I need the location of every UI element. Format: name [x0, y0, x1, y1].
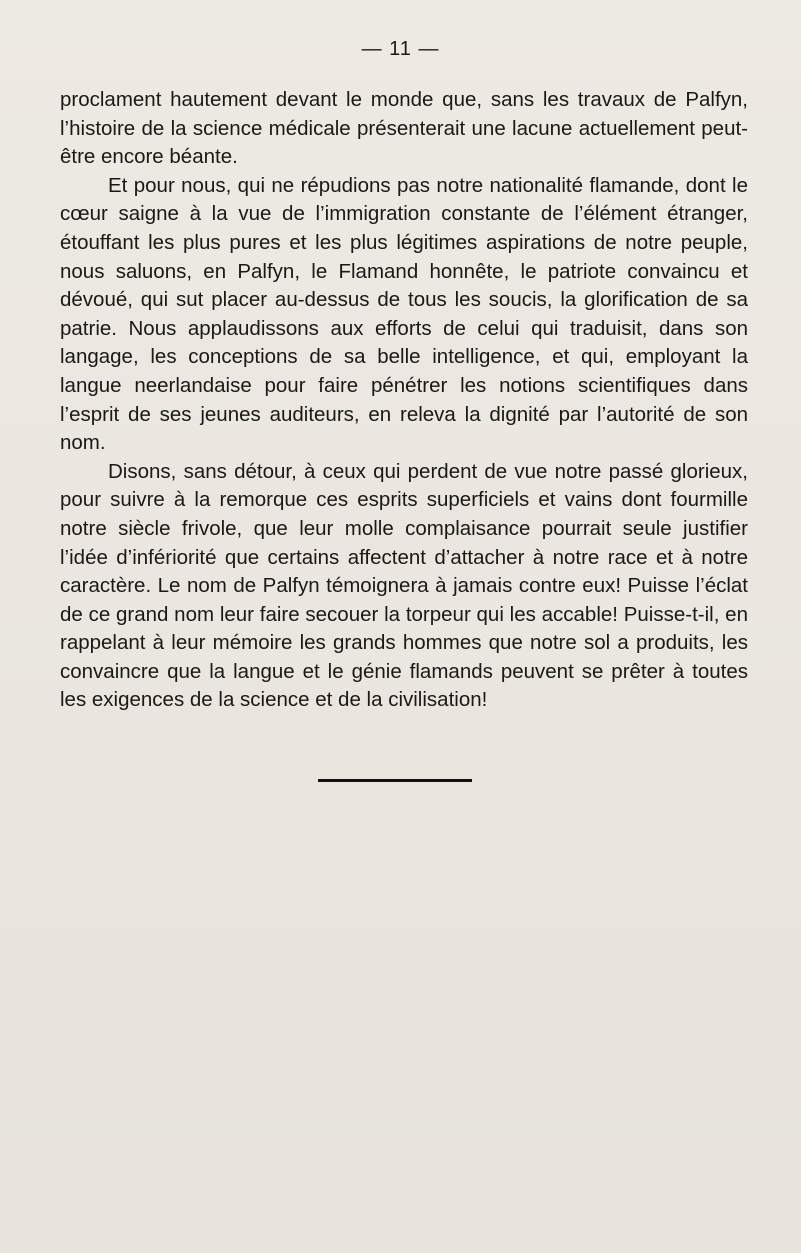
- page-number: — 11 —: [361, 38, 440, 60]
- closing-rule: [318, 779, 472, 782]
- paragraph-1: proclament hautement devant le monde que, sans les travaux de Palfyn, l’histoire de la science médicale présenterait une lacune actuellement peut-être encore béante.: [60, 88, 748, 169]
- paragraph-2: Et pour nous, qui ne répudions pas notre nationalité flamande, dont le cœur saigne à la vue de l’immigration constante de l’élément étranger, étouffant les plus pures et les plus légitimes aspirations de notre peuple, nous saluons, en Palfyn, le Flamand honnête, le patriote convaincu et dévoué, qui sut placer au-dessus de tous les soucis, la glorification de sa patrie. Nous applaudissons aux efforts de celui qui traduisit, dans son langage, les conceptions de sa belle intelligence, et qui, employant la langue neerlandaise pour faire pénétrer les notions scientifiques dans l’esprit de ses jeunes auditeurs, en releva la dignité par l’autorité de son nom.: [60, 173, 748, 455]
- body-text: [60, 86, 748, 715]
- paragraph-3: Disons, sans détour, à ceux qui perdent de vue notre passé glorieux, pour suivre à la remorque ces esprits superficiels et vains dont fourmille notre siècle frivole, que leur molle complaisance pourrait seule justifier l’idée d’infériorité que certains affectent d’attacher à notre race et à notre caractère. Le nom de Palfyn témoignera à jamais contre eux! Puisse l’éclat de ce grand nom leur faire secouer la torpeur qui les accable! Puisse-t-il, en rappelant à leur mémoire les grands hommes que notre sol a produits, les convaincre que la langue et le génie flamands peuvent se prêter à toutes les exigences de la science et de la civilisation!: [60, 459, 748, 712]
